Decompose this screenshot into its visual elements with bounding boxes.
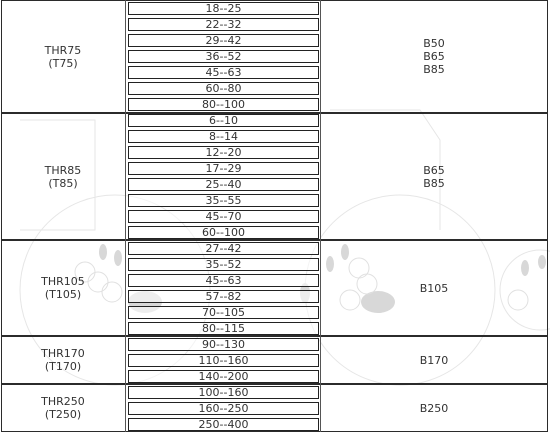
bearing-label: B85 (423, 63, 445, 76)
current-range-cell: 25--40 (128, 178, 319, 191)
model-code: (T250) (44, 408, 82, 421)
current-range-cell: 17--29 (128, 162, 319, 175)
model-name: THR105 (41, 275, 85, 288)
bearing-label: B65 (423, 50, 445, 63)
current-range-cell: 100--160 (128, 386, 319, 399)
current-range-cell: 35--52 (128, 258, 319, 271)
current-range-cell: 12--20 (128, 146, 319, 159)
current-range-cell: 57--82 (128, 290, 319, 303)
current-range-cell: 22--32 (128, 18, 319, 31)
current-range-cell: 8--14 (128, 130, 319, 143)
range-column (125, 0, 321, 113)
current-range-cell: 45--63 (128, 274, 319, 287)
model-name: THR170 (41, 347, 85, 360)
bearing-cell (322, 0, 546, 113)
range-column (125, 384, 321, 432)
current-range-cell: 6--10 (128, 114, 319, 127)
current-range-cell: 18--25 (128, 2, 319, 15)
range-column (125, 113, 321, 240)
model-cell (2, 240, 124, 336)
bearing-label: B85 (423, 176, 445, 190)
bearing-label: B250 (419, 401, 449, 415)
current-range-cell: 140--200 (128, 370, 319, 383)
bearing-label: B65 (423, 163, 445, 177)
bearing-cell (322, 384, 546, 432)
current-range-cell: 45--63 (128, 66, 319, 79)
model-cell (2, 0, 124, 113)
model-code: (T105) (44, 288, 82, 301)
model-name: THR75 (44, 43, 82, 57)
model-name: THR85 (44, 163, 82, 177)
current-range-cell: 29--42 (128, 34, 319, 47)
current-range-cell: 60--80 (128, 82, 319, 95)
range-column (125, 240, 321, 336)
current-range-cell: 80--100 (128, 98, 319, 111)
range-column (125, 336, 321, 384)
current-range-cell: 35--55 (128, 194, 319, 207)
current-range-cell: 27--42 (128, 242, 319, 255)
bearing-cell (322, 336, 546, 384)
current-range-cell: 110--160 (128, 354, 319, 367)
model-cell (2, 113, 124, 240)
model-code: (T85) (48, 176, 78, 190)
bearing-cell (322, 113, 546, 240)
bearing-label: B170 (419, 353, 449, 367)
current-range-cell: 45--70 (128, 210, 319, 223)
current-range-cell: 60--100 (128, 226, 319, 239)
current-range-cell: 70--105 (128, 306, 319, 319)
bearing-cell (322, 240, 546, 336)
bearing-label: B105 (419, 281, 449, 295)
current-range-cell: 90--130 (128, 338, 319, 351)
model-cell (2, 336, 124, 384)
model-code: (T75) (48, 56, 78, 70)
model-cell (2, 384, 124, 432)
current-range-cell: 160--250 (128, 402, 319, 415)
current-range-cell: 80--115 (128, 322, 319, 335)
model-name: THR250 (41, 395, 85, 408)
model-code: (T170) (44, 360, 82, 373)
current-range-cell: 250--400 (128, 418, 319, 431)
bearing-label: B50 (423, 37, 445, 50)
current-range-cell: 36--52 (128, 50, 319, 63)
